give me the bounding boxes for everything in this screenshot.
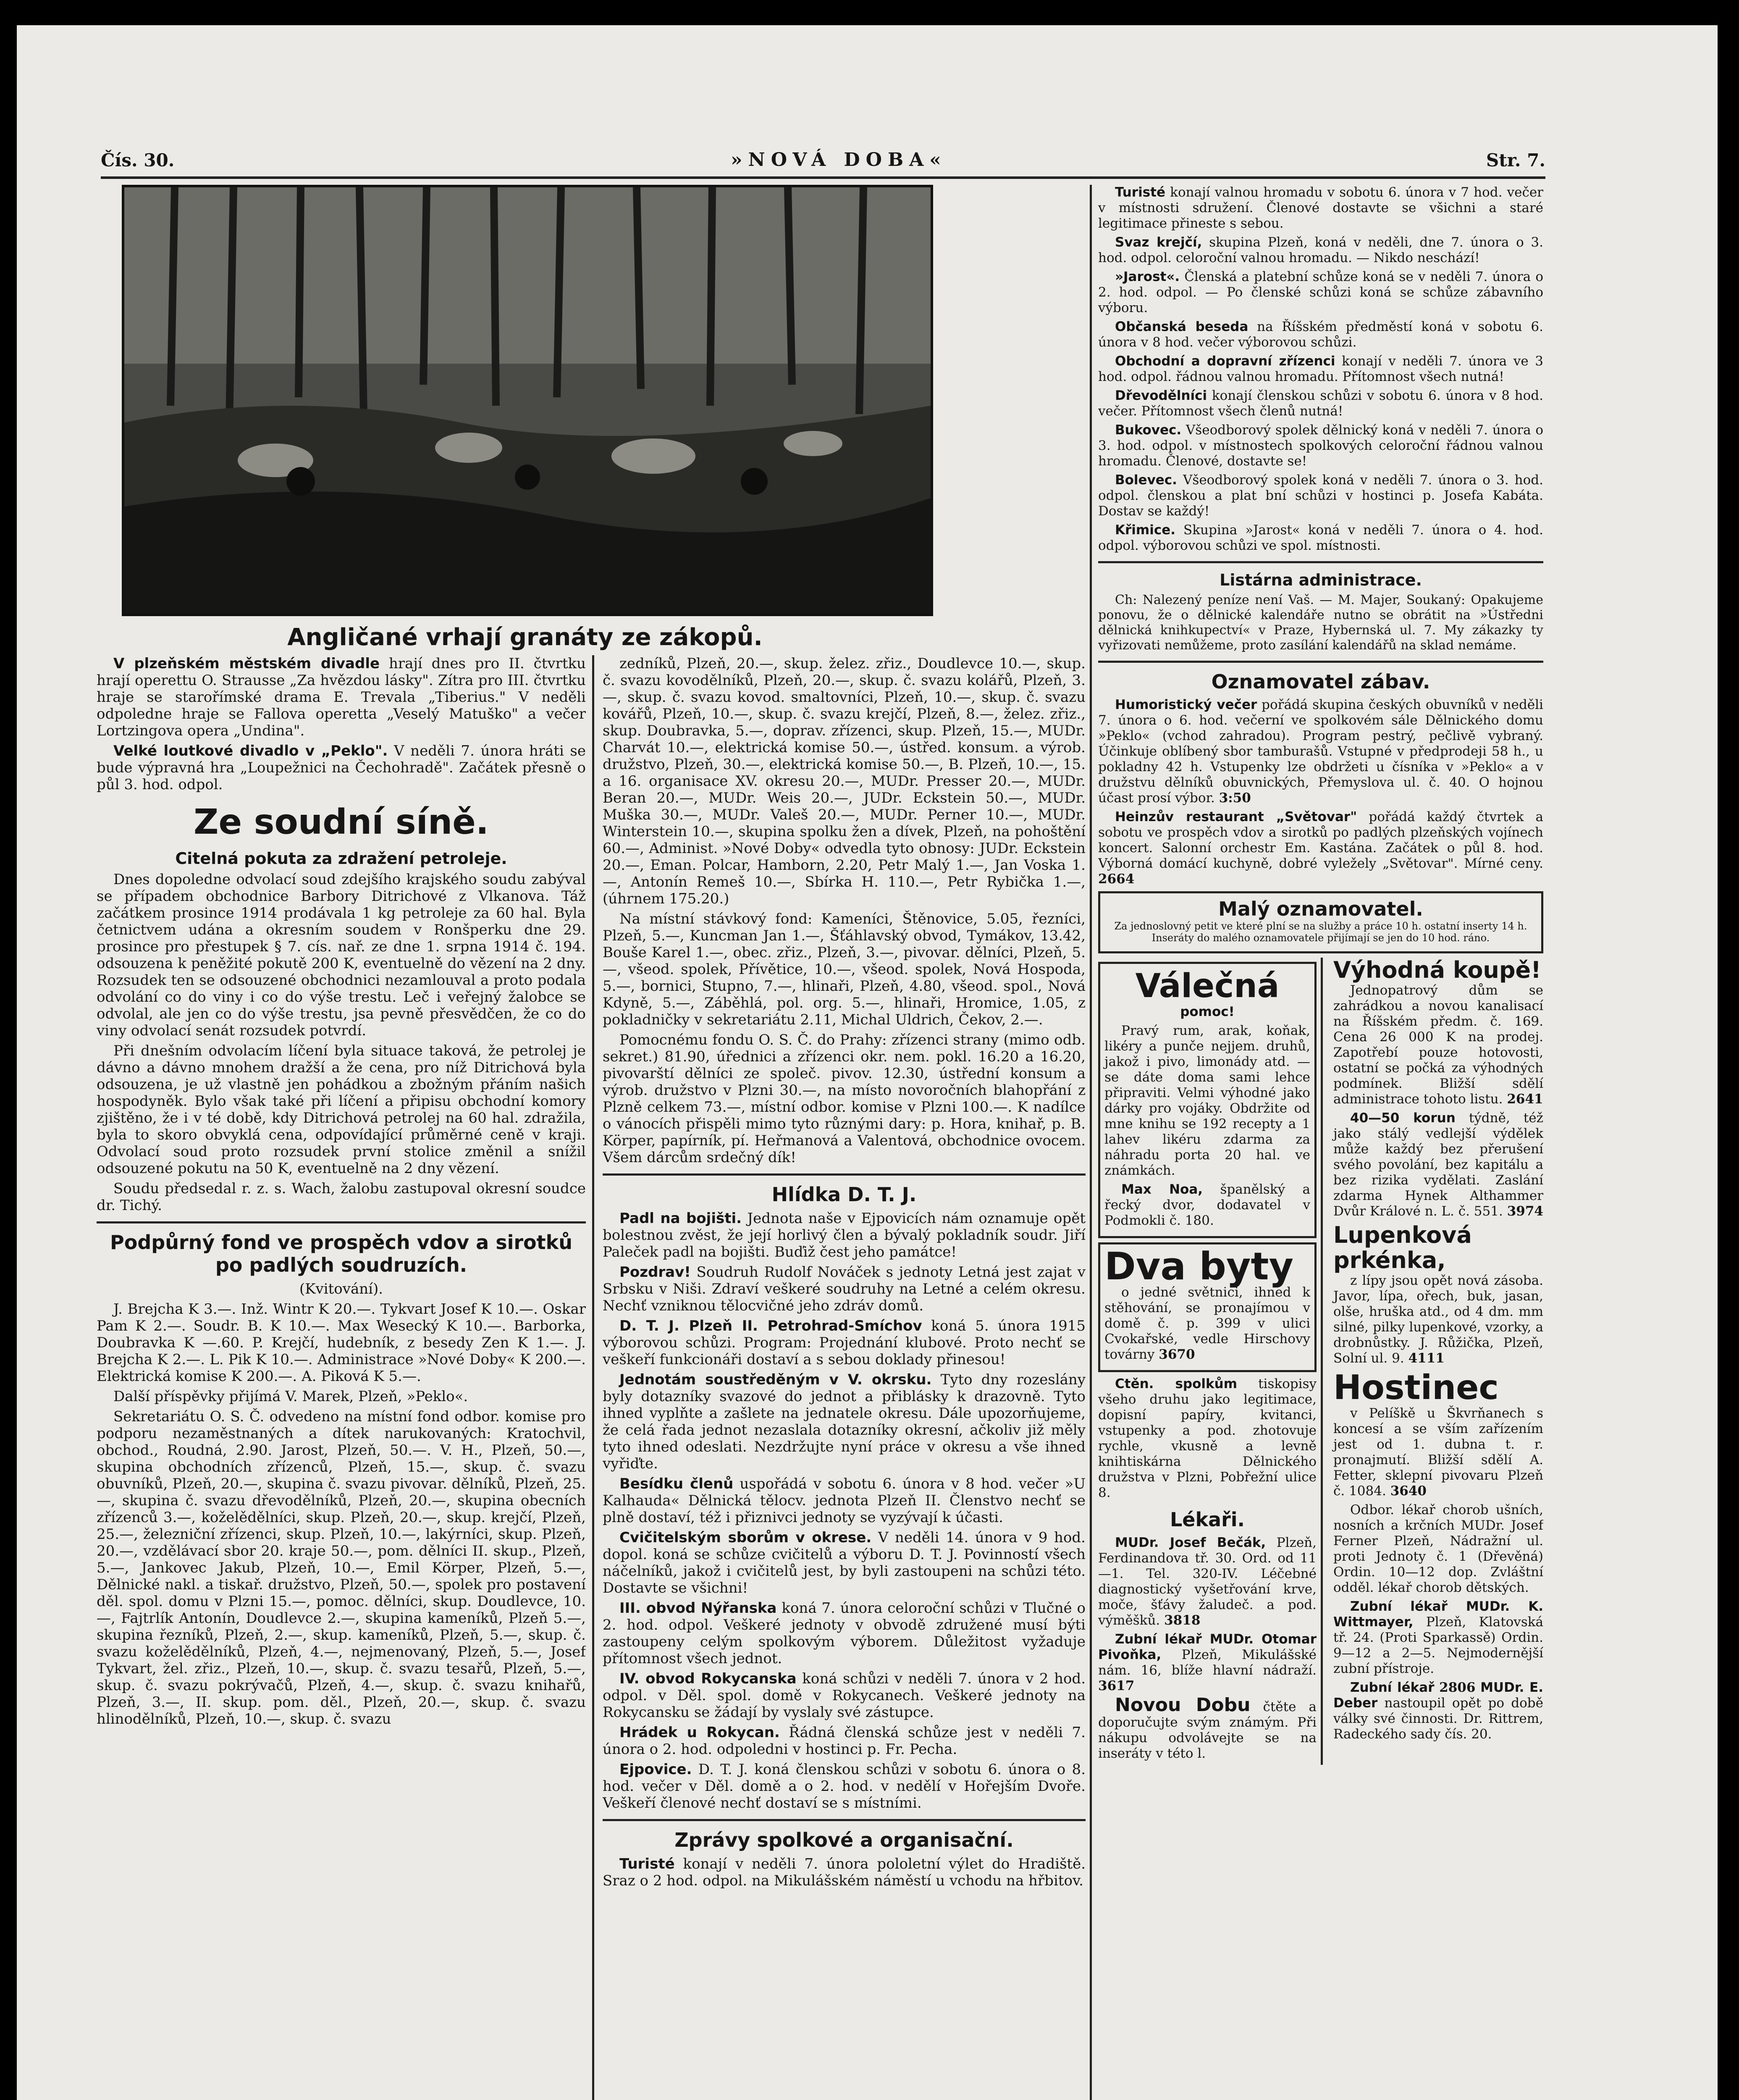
doctor-3: Odbor. lékař chorob ušních, nosních a krčních MUDr. Josef Ferner Plzeň, Nádražní ul. proti Jednoty č. 1 (Dřevěná) Ordin. 10—12 dop. Zvláštní odděl. lékař chorob dětských.: [1333, 1502, 1543, 1595]
notice-5: Obchodní a dopravní zřízenci konají v neděli 7. února ve 3 hod. odpol. řádnou valnou hromadu. Přítomnost všech nutná!: [1098, 354, 1543, 384]
event-1: Humoristický večer pořádá skupina českých obuvníků v neděli 7. února o 6. hod. večerní ve spolkovém sále Dělnického domu »Peklo« (vchod zahradou). Program pestrý, pečlivě vybraný. Účinkuje oblíbený sbor tamburašů. Vstupné v předprodeji 58 h., u pokladny 42 h. Vstupenky lze obdržeti u čísníka v »Peklo« a v družstvu dělníků obuvnických, Přemyslova ul. č. 40. O hojnou účast prosí výbor. 3:50: [1098, 697, 1543, 806]
notice-2: Svaz krejčí, skupina Plzeň, koná v neděli, dne 7. února o 3. hod. odpol. celoroční valnou hromadu. — Nikdo neschází!: [1098, 235, 1543, 265]
war-illustration: [122, 185, 933, 616]
maly-subtitle: Za jednoslovný petit ve které plní se na služby a práce 10 h. ostatní inserty 14 h. Inseráty do malého oznamovatele přijímají se jen do 10 hod. ráno.: [1114, 920, 1527, 944]
divider: [97, 1221, 586, 1223]
zpravy-title: Zprávy spolkové a organisační.: [674, 1829, 1014, 1851]
issue-number: Čís. 30.: [101, 150, 175, 171]
notice-1: Turisté konají valnou hromadu v sobotu 6. února v 7 hod. večer v místnosti sdružení. Členové dostavte se všichni a staré legitimace přineste s sebou.: [1098, 185, 1543, 231]
korun-ad: 40—50 korun týdně, též jako stálý vedlejší výdělek může každý bez přerušení svého povolání, bez kapitálu a bez rizika vydělati. Zaslání zdarma Hynek Althammer Dvůr Králové n. L. č. 551. 3974: [1333, 1110, 1543, 1219]
divider: [1098, 661, 1543, 663]
court-section-title: Ze soudní síně.: [194, 802, 489, 842]
divider: [1098, 561, 1543, 563]
hlidka-item-6: Cvičitelským sborům v okrese. V neděli 14. února v 9 hod. dopol. koná se schůze cvičitelů a výboru D. T. J. Povinností všech náčelníků, jakož i cvičitelů jest, by byli zastoupeni na schůzi této. Dostavte se všichni!: [603, 1529, 1086, 1596]
fund-title: Podpůrný fond ve prospěch vdov a sirotků po padlých soudruzích.: [110, 1231, 572, 1276]
zpravy-item: Turisté konají v neděli 7. února pololetní výlet do Hradiště. Sraz o 2 hod. odpol. na Mikulášském náměstí u vchodu na hřbitov.: [603, 1856, 1086, 1889]
donation-list-2: Na místní stávkový fond: Kameníci, Štěnovice, 5.05, řezníci, Plzeň, 5.—, Kuncman Jan 1.—, Šťáhlavský obvod, Tymákov, 13.42, Bouše Karel 1.—, obec. zřiz., Plzeň, 3.—, pivovar. dělníci, Plzeň, 5.—, všeod. spolek, Přívětice, 10.—, všeod. spolek, Nová Hospoda, 5.—, bornici, Stupno, 7.—, hlinaři, Plzeň, 4.80, všeod. spol., Nová Kdyně, 5.—, Záběhlá, pol. org. 5.—, hlinaři, Hromice, 1.05, z pokladničky v sekretariátu 2.11, Michal Uldrich, Čekov, 2.—.: [603, 911, 1086, 1028]
maly-oznamovatel-box: [1098, 891, 1543, 953]
hlidka-item-1: Padl na bojišti. Jednota naše v Ejpovicích nám oznamuje opět bolestnou zvěst, že její horlivý člen a bývalý pokladník soudr. Jiří Paleček padl na bojišti. Buďiž čest jeho památce!: [603, 1210, 1086, 1260]
column-3: [1098, 185, 1543, 2100]
valecna-ad: Válečná pomoc! Pravý rum, arak, koňak, likéry a punče nejjem. druhů, jakož i pivo, limonády atd. — se dáte doma sami lehce připraviti. Velmi výhodné jako dárky pro vojáky. Obdržite od mne knihu se 192 recepty a 1 lahev likéru zdarma za náhradu porta 20 hal. ve známkách. Max Noa, španělský a řecký dvor, dodavatel v Podmokli č. 180.: [1098, 962, 1317, 1238]
doctor-1: MUDr. Josef Bečák, Plzeň, Ferdinandova tř. 30. Ord. od 11—1. Tel. 320-IV. Léčebné diagnostický vyšetřování krve, moče, šťávy žaludeč. a pod. výměšků. 3818: [1098, 1535, 1317, 1628]
maly-title: Malý oznamovatel.: [1218, 898, 1423, 920]
hlidka-item-9: Hrádek u Rokycan. Řádná členská schůze jest v neděli 7. února o 2. hod. odpoledni v hostinci p. Fr. Pecha.: [603, 1724, 1086, 1758]
fund-paragraph-1: J. Brejcha K 3.—. Inž. Wintr K 20.—. Tykvart Josef K 10.—. Oskar Pam K 2.—. Soudr. B. K 10.—. Max Wesecký K 10.—. Barborka, Doubravka K —.60. P. Krejčí, hudebník, z besedy Zen K 1.—. J. Brejcha K 2.—. L. Pik K 10.—. Administrace »Nové Doby« K 200.—. Elektrická komise K 200.—. A. Piková K 5.—.: [97, 1301, 586, 1385]
newspaper-page: [17, 25, 1718, 2100]
ads-left: [1098, 958, 1323, 1765]
doctor-2: Zubní lékař MUDr. Otomar Pivoňka, Plzeň, Mikulášské nám. 16, blíže hlavní nádraží. 3617: [1098, 1632, 1317, 1693]
hlidka-item-8: IV. obvod Rokycanska koná schůzi v neděli 7. února v 2 hod. odpol. v Děl. spol. domě v Rokycanech. Veškeré jednoty na Rokycansku se žádají by vyslaly své zástupce.: [603, 1670, 1086, 1721]
notice-8: Bolevec. Všeodborový spolek koná v neděli 7. února o 3. hod. odpol. členskou a plat bní schůzi v hostinci p. Josefa Kabáta. Dostav se každý!: [1098, 472, 1543, 519]
fund-subtitle: (Kvitování).: [299, 1281, 383, 1297]
image-caption: Angličané vrhají granáty ze zákopů.: [287, 624, 763, 651]
column-rule-2: [1090, 185, 1092, 2100]
spolkum-ad: Ctěn. spolkům tiskopisy všeho druhu jako legitimace, dopisní papíry, kvitanci, vstupenky a pod. zhotovuje rychle, vkusně a levně knihtiskárna Dělnického družstva v Plzni, Pobřežní ulice 8.: [1098, 1376, 1317, 1500]
nova-doba-ad: Novou Dobu čtěte a doporučujte svým známým. Při nákupu odvolávejte se na inseráty v této l.: [1098, 1694, 1317, 1761]
hlidka-item-7: III. obvod Nýřanska koná 7. února celoroční schůzi v Tlučné o 2. hod. odpol. Veškeré jednoty v obvodě združené musí býti zastoupeny celým spolkovým výborem. Důležitost vyžaduje přítomnost všech jednot.: [603, 1600, 1086, 1667]
notice-4: Občanská beseda na Říšském předměstí koná v sobotu 6. února v 8 hod. večer výborovou schůzi.: [1098, 319, 1543, 350]
lekari-title: Lékaři.: [1170, 1508, 1245, 1531]
court-paragraph-1: Dnes dopoledne odvolací soud zdejšího krajského soudu zabýval se případem obchodnice Barbory Ditrichové z Vlkanova. Táž začátkem prosince 1914 prodávala 1 kg petroleje za 60 hal. Byla četnictvem udána a okresním soudem v Ronšperku dne 29. prosince pro přestupek § 7. cís. nař. ze dne 1. srpna 1914 č. 194. odsouzena k peněžité pokutě 200 K, eventuelně do vězení na 2 dny. Rozsudek ten se odsouzené obchodnici nezamlouval a proto podala odvolání co do viny i co do výše trestu. Leč i veřejný žalobce se odvolal, ale jen co do výše trestu, jsa pevně přesvědčen, že co do viny odvolací senát rozsudek potvrdí.: [97, 871, 586, 1039]
column-rule-1: [592, 655, 594, 2100]
hlidka-item-2: Pozdrav! Soudruh Rudolf Nováček s jednoty Letná jest zajat v Srbsku v Niši. Zdraví veškeré soudruhy na Letné a celém okresu. Nechť vzniknou tělocvičné jeho zdráv domů.: [603, 1264, 1086, 1314]
ads-right: [1333, 958, 1543, 1746]
notice-6: Dřevodělníci konají členskou schůzi v sobotu 6. února v 8 hod. večer. Přítomnost všech členů nutná!: [1098, 388, 1543, 419]
notice-9: Křimice. Skupina »Jarost« koná v neděli 7. února o 4. hod. odpol. výborovou schůzi ve spol. místnosti.: [1098, 522, 1543, 553]
donation-list-3: Pomocnému fondu O. S. Č. do Prahy: zřízenci strany (mimo odb. sekret.) 81.90, úřednici a zřízenci okr. nem. pokl. 16.20 a 16.20, pivovarští dělníci ze společ. pivov. 12.30, ústřední konsum a výrob. družstvo v Plzni 30.—, na místo novoročních blahopřání z Plzně celkem 73.—, místní odbor. komise v Plzni 100.—. K nadílce o vánocích přispěli mimo tyto různými dary: p. Hora, knihař, p. B. Körper, papírník, pí. Heřmanová a Valentová, obchodnice ovocem. Všem dárcům srdečný dík!: [603, 1032, 1086, 1166]
hlidka-item-3: D. T. J. Plzeň II. Petrohrad-Smíchov koná 5. února 1915 výborovou schůzi. Program: Projednání klubové. Proto nechť se veškeří funkcionáři dostaví a s sebou doklady přinesou!: [603, 1318, 1086, 1368]
fund-paragraph-2: Další příspěvky přijímá V. Marek, Plzeň, »Peklo«.: [113, 1388, 468, 1405]
donation-list-1: zedníků, Plzeň, 20.—, skup. želez. zřiz., Doudlevce 10.—, skup. č. svazu kovodělníků, Plzeň, 20.—, skup. č. svazu kolářů, Plzeň, 3.—, skup. č. svazu kovod. smaltovníci, Plzeň, 10.—, skup. č. svazu kovářů, Plzeň, 10.—, skup. č. svazu krejčí, Plzeň, 8.—, želez. zřiz., skup. Doubravka, 5.—, doprav. zřízenci, skup. Plzeň, 15.—, MUDr. Charvát 10.—, elektrická komise 50.—, ústřed. konsum. a výrob. družstvo, Plzeň, 30.—, elektrická komise 50.—, B. Plzeň, 10.—, 15. a 16. organisace XV. okresu 20.—, MUDr. Presser 20.—, MUDr. Beran 20.—, MUDr. Weis 20.—, JUDr. Eckstein 50.—, MUDr. Muška 30.—, MUDr. Valeš 20.—, MUDr. Perner 10.—, MUDr. Winterstein 10.—, skupina spolku žen a dívek, Plzeň, na pohoštění 60.—, Administ. »Nové Doby« odvedla tyto obnosy: JUDr. Eckstein 20.—, Eman. Polcar, Hamborn, 2.20, Petr Malý 1.—, Jan Voska 1.—, Antonín Remeš 10.—, Sbírka H. 110.—, Petr Rybička 1.—, (úhrnem 175.20.): [603, 655, 1086, 907]
page-header: [101, 130, 1545, 179]
court-article-subtitle: Citelná pokuta za zdražení petroleje.: [175, 849, 507, 868]
divider: [603, 1819, 1086, 1821]
trench-scene-image: [124, 187, 931, 614]
listarna-title: Listárna administrace.: [1220, 571, 1422, 589]
hlidka-item-5: Besídku členů uspořádá v sobotu 6. února v 8 hod. večer »U Kalhauda« Dělnická tělocv. jednota Plzeň II. Členstvo nechť se plně dostaví, též i přiznivci jednoty se vyzývají k účasti.: [603, 1475, 1086, 1526]
notice-7: Bukovec. Všeodborový spolek dělnický koná v neděli 7. února o 3. hod. odpol. v místnostech spolkových celoroční řádnou valnou hromadu. Členové, dostavte se!: [1098, 423, 1543, 469]
masthead-title: »NOVÁ DOBA«: [731, 149, 947, 171]
lupenkova-text: z lípy jsou opět nová zásoba. Javor, lípa, ořech, buk, jasan, olše, hruška atd., od 4 dm. mm silné, pilky lupenkové, vzorky, a drobnůstky. J. Růžička, Plzeň, Solní ul. 9. 4111: [1333, 1273, 1543, 1366]
notice-3: »Jarost«. Členská a platební schůze koná se v neděli 7. února o 2. hod. odpol. — Po členské schůzi koná se schůze zábavního výboru.: [1098, 269, 1543, 315]
vyhodna-head: Výhodná koupě!: [1333, 957, 1541, 983]
court-paragraph-2: Při dnešním odvolacím líčení byla situace taková, že petrolej je dávno a dávno mnohem dražší a že cena, pro níž Ditrichová byla odsouzena, je už vlastně jen pohádkou a zbožným přáním našich hospodyněk. Bylo však také při líčení a připisu obchodní komory zjištěno, že i v té době, kdy Ditrichová petrolej na 60 hal. zdražila, byla to skoro obvyklá cena, odpovídající průměrné ceně v kraji. Odvolací soud proto rozsudek první stolice změnil a snížil odsouzené pokutu na 50 K, eventuelně na 2 dny vězení.: [97, 1042, 586, 1177]
court-paragraph-3: Soudu předsedal r. z. s. Wach, žalobu zastupoval okresní soudce dr. Tichý.: [97, 1180, 586, 1214]
doctor-4: Zubní lékař MUDr. K. Wittmayer, Plzeň, Klatovská tř. 24. (Proti Sparkassě) Ordin. 9—12 a 2—5. Nejmodernější zubní přístroje.: [1333, 1599, 1543, 1676]
page-number: Str. 7.: [1486, 150, 1545, 171]
theatre-notice-1: V plzeňském městském divadle hrají dnes pro II. čtvrtku hrají operettu O. Strausse „Za hvězdou lásky". Zítra pro III. čtvrtku hraje se starořímské drama E. Trevala „Tiberius." V neděli odpoledne hraje se Fallova operetta „Veselý Matuško" a večer Lortzingova opera „Undina".: [97, 655, 586, 739]
dva-byty-ad: Dva byty o jedné světnici, ihned k stěhování, se pronajímou v domě č. p. 399 v ulici Cvokařské, vedle Hirschovy továrny 3670: [1098, 1242, 1317, 1372]
divider: [603, 1173, 1086, 1176]
doctor-5: Zubní lékař 2806 MUDr. E. Deber nastoupil opět po době války své činnosti. Dr. Rittrem, Radeckého sady čís. 20.: [1333, 1680, 1543, 1742]
oznamovatel-title: Oznamovatel zábav.: [1211, 670, 1430, 693]
event-2: Heinzův restaurant „Světovar" pořádá každý čtvrtek a sobotu ve prospěch vdov a sirotků po padlých plzeňských vojínech koncert. Salonní orchestr Em. Kastána. Začátek o půl 8. hod. Výborná domácí kuchyně, dobré vyležely „Světovar". Mírné ceny. 2664: [1098, 809, 1543, 887]
hostinec-head: Hostinec: [1333, 1368, 1499, 1407]
hostinec-text: v Pelíškě u Škvrňanech s koncesí a se vším zařízením jest od 1. dubna t. r. pronajmutí. Bližší sdělí A. Fetter, sklepní pivovaru Plzeň č. 1084. 3640: [1333, 1406, 1543, 1499]
lupenkova-head: Lupenková prkénka,: [1333, 1222, 1472, 1273]
listarna-text: Ch: Nalezený peníze není Vaš. — M. Majer, Soukaný: Opakujeme ponovu, že o dělnické kalendáře nutno se obrátit na »Ústředni dělnická knihkupectví« v Praze, Hybernská ul. 7. My zákazky ty vyřizovati nemůžeme, proto zasílání kalendářů na sklad nemáme.: [1098, 593, 1543, 653]
hlidka-item-4: Jednotám soustředěným v V. okrsku. Tyto dny rozeslány byly dotazníky svazové do jednot a přiblásky k drazovně. Tyto ihned vyplňte a zašlete na jednatele okresu. Dále upozorňujeme, že celá řada jednot nezaslala dotazníky okresní, ačkoliv již měly tyto ihned odeslati. Nezdržujte nyní práce v okresu a vše ihned vyřiďte.: [603, 1371, 1086, 1472]
hlidka-item-10: Ejpovice. D. T. J. koná členskou schůzi v sobotu 6. února o 8. hod. večer v Děl. domě a o 2. hod. v nedělí v Hořejším Dvoře. Veškeří členové nechť dostaví se s místními.: [603, 1761, 1086, 1811]
vyhodna-text: Jednopatrový dům se zahrádkou a novou kanalisací na Říšském předm. č. 169. Cena 26 000 K na prodej. Zapotřebí pouze hotovosti, ostatní se počká za výhodných podmínek. Bližší sdělí administrace tohoto listu. 2641: [1333, 983, 1543, 1107]
column-1: [97, 655, 586, 2100]
theatre-notice-2: Velké loutkové divadlo v „Peklo". V neděli 7. února hráti se bude výpravná hra „Loupežnici na Čechohradě". Začátek přesně o půl 3. hod. odpol.: [97, 743, 586, 793]
fund-paragraph-3: Sekretariátu O. S. Č. odvedeno na místní fond odbor. komise pro podporu nezaměstnaných a dítek narukovaných: Kratochvil, obchod., Roudná, 2.90. Jarost, Plzeň, 50.—. V. H., Plzeň, 50.—, skupina obchodních zřízenců, Plzeň, 15.—, skup. č. svazu obuvníků, Plzeň, 20.—, skupina č. svazu pivovar. dělníků, Plzeň, 25.—, skupina č. svazu dřevodělníků, Plzeň, 20.—, skupina obecních zřízenců 3.—, koželědělníci, skup. Plzeň, 20.—, skup. krejčí, Plzeň, 25.—, železniční zřízenci, skup. Plzeň, 10.—, lakýrníci, skup. Plzeň, 20.—, vzdělávací sbor 20. kraje 50.—, pom. dělníci II. skup., Plzeň, 5.—, Jankovec Jakub, Plzeň, 10.—, Emil Körper, Plzeň, 5.—, Dělnické nakl. a tiskař. družstvo, Plzeň, 50.—, spolek pro postavení děl. spol. domu v Plzni 15.—, pomoc. dělníci, skup. Doudlevce, 10.—, Fajtrlík Antonín, Doudlevce 2.—, skupina kameníků, Plzeň 5.—, skupina řezníků, Plzeň, 2.—, skup. kameníků, Plzeň, 5.—, skup. č. svazu koželědělníků, Plzeň, 4.—, nejmenovaný, Plzeň, 5.—, Josef Tykvart, žel. zřiz., Plzeň, 10.—, skup. č. svazu tesařů, Plzeň, 5.—, skup. č. svazu pokrývačů, Plzeň, 4.—, skup. č. svazu knihařů, Plzeň, 3.—, II. skup. pom. děl., Plzeň, 20.—, skup. č. svazu hlinodělníků, Plzeň, 10.—, skup. č. svazu: [97, 1408, 586, 1727]
column-2: [603, 655, 1086, 2100]
hlidka-title: Hlídka D. T. J.: [771, 1183, 917, 1206]
